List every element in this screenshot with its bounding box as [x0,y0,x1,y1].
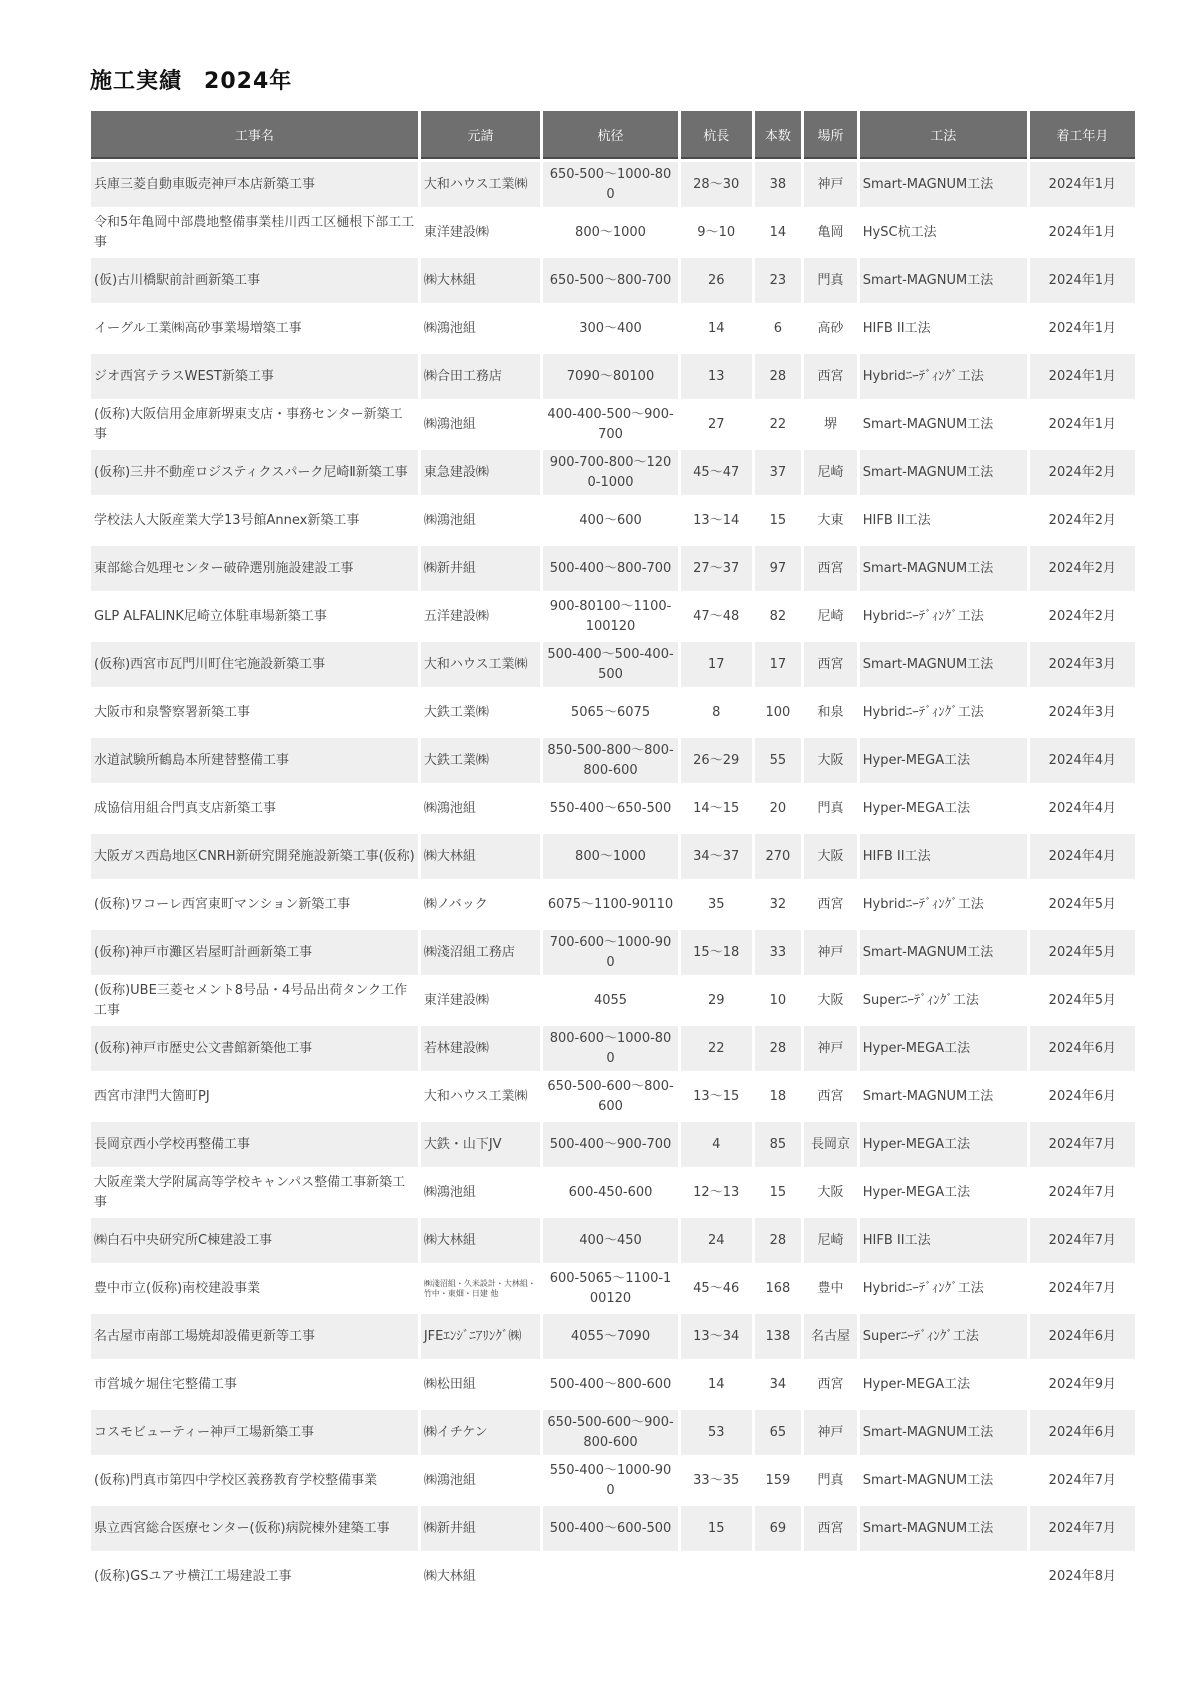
cell-diameter: 600-450-600 [543,1170,678,1215]
cell-name: 成協信用組合門真支店新築工事 [91,786,418,831]
cell-place: 門真 [804,786,857,831]
cell-place: 和泉 [804,690,857,735]
table-row [91,1314,1135,1359]
cell-method: Hyper-MEGA工法 [860,786,1027,831]
cell-contractor: ㈱新井組 [421,1506,540,1551]
cell-start: 2024年3月 [1030,690,1135,735]
table-row [91,306,1135,351]
table-row [91,834,1135,879]
cell-contractor: 東急建設㈱ [421,450,540,495]
cell-place: 大阪 [804,738,857,783]
cell-count: 65 [755,1410,802,1455]
cell-length: 13 [681,354,752,399]
cell-count: 138 [755,1314,802,1359]
table-row [91,1554,1135,1599]
cell-method: Hyper-MEGA工法 [860,1170,1027,1215]
cell-length: 22 [681,1026,752,1071]
cell-contractor: JFEｴﾝｼﾞﾆｱﾘﾝｸﾞ㈱ [421,1314,540,1359]
cell-length: 14 [681,306,752,351]
cell-method: Smart-MAGNUM工法 [860,930,1027,975]
cell-name: (仮称)神戸市灘区岩屋町計画新築工事 [91,930,418,975]
cell-place: 尼崎 [804,450,857,495]
header-name: 工事名 [91,111,418,159]
cell-start: 2024年4月 [1030,834,1135,879]
cell-start: 2024年1月 [1030,402,1135,447]
cell-place: 大東 [804,498,857,543]
cell-count: 270 [755,834,802,879]
cell-contractor: ㈱大林組 [421,258,540,303]
table-row [91,642,1135,687]
table-row [91,1266,1135,1311]
cell-length: 14～15 [681,786,752,831]
cell-diameter: 600-5065～1100-100120 [543,1266,678,1311]
cell-contractor: 東洋建設㈱ [421,978,540,1023]
cell-count: 23 [755,258,802,303]
cell-contractor: ㈱大林組 [421,834,540,879]
cell-name: 名古屋市南部工場焼却設備更新等工事 [91,1314,418,1359]
cell-start: 2024年6月 [1030,1074,1135,1119]
cell-start: 2024年6月 [1030,1314,1135,1359]
cell-length: 24 [681,1218,752,1263]
cell-place: 長岡京 [804,1122,857,1167]
cell-start: 2024年1月 [1030,258,1135,303]
cell-start: 2024年7月 [1030,1218,1135,1263]
cell-name: (仮称)ワコーレ西宮東町マンション新築工事 [91,882,418,927]
table-row [91,1074,1135,1119]
cell-contractor: ㈱ノバック [421,882,540,927]
table-row [91,594,1135,639]
cell-start: 2024年2月 [1030,450,1135,495]
cell-name: (仮称)GSユアサ横江工場建設工事 [91,1554,418,1599]
cell-place: 神戸 [804,930,857,975]
cell-name: 大阪ガス西島地区CNRH新研究開発施設新築工事(仮称) [91,834,418,879]
cell-length: 53 [681,1410,752,1455]
cell-diameter: 500-400～600-500 [543,1506,678,1551]
cell-count: 34 [755,1362,802,1407]
cell-place: 西宮 [804,1506,857,1551]
cell-start: 2024年3月 [1030,642,1135,687]
cell-place: 神戸 [804,162,857,207]
cell-length: 9～10 [681,210,752,255]
cell-start: 2024年1月 [1030,354,1135,399]
cell-method: Smart-MAGNUM工法 [860,1410,1027,1455]
cell-diameter: 850-500-800～800-800-600 [543,738,678,783]
cell-diameter: 300～400 [543,306,678,351]
cell-count: 32 [755,882,802,927]
cell-count: 85 [755,1122,802,1167]
cell-contractor: 若林建設㈱ [421,1026,540,1071]
cell-length: 4 [681,1122,752,1167]
cell-name: (仮称)大阪信用金庫新堺東支店・事務センター新築工事 [91,402,418,447]
cell-name: (仮称)三井不動産ロジスティクスパーク尼崎Ⅱ新築工事 [91,450,418,495]
cell-contractor: 五洋建設㈱ [421,594,540,639]
cell-contractor: 大和ハウス工業㈱ [421,642,540,687]
cell-contractor: ㈱鴻池組 [421,306,540,351]
cell-start: 2024年9月 [1030,1362,1135,1407]
cell-length: 27 [681,402,752,447]
cell-contractor: ㈱淺沼組工務店 [421,930,540,975]
cell-contractor: ㈱イチケン [421,1410,540,1455]
cell-contractor: ㈱大林組 [421,1554,540,1599]
table-row [91,930,1135,975]
cell-start: 2024年6月 [1030,1026,1135,1071]
cell-method: HySC杭工法 [860,210,1027,255]
cell-method: Hybridﾆｰﾃﾞｨﾝｸﾞ工法 [860,594,1027,639]
table-row [91,1410,1135,1455]
cell-method: Smart-MAGNUM工法 [860,546,1027,591]
cell-diameter: 700-600～1000-900 [543,930,678,975]
cell-length: 29 [681,978,752,1023]
cell-count: 10 [755,978,802,1023]
page-title [90,64,292,95]
cell-count: 55 [755,738,802,783]
cell-method: Hybridﾆｰﾃﾞｨﾝｸﾞ工法 [860,354,1027,399]
cell-place: 西宮 [804,546,857,591]
cell-method: Smart-MAGNUM工法 [860,258,1027,303]
cell-count: 15 [755,1170,802,1215]
cell-diameter: 7090～80100 [543,354,678,399]
header-place: 場所 [804,111,857,159]
table-row [91,786,1135,831]
table-row [91,1026,1135,1071]
title-year: 2024年 [204,69,293,94]
cell-count: 100 [755,690,802,735]
header-diameter: 杭径 [543,111,678,159]
cell-place: 尼崎 [804,594,857,639]
cell-diameter: 4055 [543,978,678,1023]
cell-length [681,1554,752,1599]
cell-length: 14 [681,1362,752,1407]
cell-name: 大阪産業大学附属高等学校キャンパス整備工事新築工事 [91,1170,418,1215]
table-row [91,402,1135,447]
cell-place: 神戸 [804,1410,857,1455]
cell-diameter: 800-600～1000-800 [543,1026,678,1071]
cell-start: 2024年8月 [1030,1554,1135,1599]
cell-start: 2024年2月 [1030,498,1135,543]
results-table [88,108,1138,1602]
table-row [91,690,1135,735]
cell-diameter: 400～450 [543,1218,678,1263]
table-row [91,1458,1135,1503]
cell-contractor: 大鉄工業㈱ [421,738,540,783]
cell-length: 35 [681,882,752,927]
cell-diameter: 400～600 [543,498,678,543]
cell-start: 2024年1月 [1030,210,1135,255]
cell-method: Smart-MAGNUM工法 [860,642,1027,687]
cell-method: Smart-MAGNUM工法 [860,1458,1027,1503]
cell-contractor: ㈱淺沼組・久米設計・大林組・竹中・東畑・日建 他 [421,1266,540,1311]
cell-place: 門真 [804,1458,857,1503]
table-row [91,1506,1135,1551]
cell-name: ジオ西宮テラスWEST新築工事 [91,354,418,399]
cell-diameter: 800～1000 [543,834,678,879]
cell-count: 17 [755,642,802,687]
cell-place [804,1554,857,1599]
cell-name: 兵庫三菱自動車販売神戸本店新築工事 [91,162,418,207]
header-count: 本数 [755,111,802,159]
cell-count: 38 [755,162,802,207]
cell-count: 28 [755,1218,802,1263]
cell-start: 2024年7月 [1030,1458,1135,1503]
cell-place: 西宮 [804,882,857,927]
cell-method: Hyper-MEGA工法 [860,1122,1027,1167]
cell-name: 県立西宮総合医療センター(仮称)病院棟外建築工事 [91,1506,418,1551]
cell-diameter: 400-400-500～900-700 [543,402,678,447]
cell-count: 15 [755,498,802,543]
cell-method: Hyper-MEGA工法 [860,738,1027,783]
cell-count: 20 [755,786,802,831]
header-row [91,111,1135,159]
cell-diameter: 650-500～800-700 [543,258,678,303]
cell-diameter: 6075～1100-90110 [543,882,678,927]
cell-length: 17 [681,642,752,687]
cell-method: Hyper-MEGA工法 [860,1026,1027,1071]
table-row [91,546,1135,591]
table-row [91,738,1135,783]
header-contractor: 元請 [421,111,540,159]
cell-method: HIFB II工法 [860,834,1027,879]
cell-method: Smart-MAGNUM工法 [860,402,1027,447]
cell-diameter: 650-500-600～800-600 [543,1074,678,1119]
cell-diameter: 500-400～900-700 [543,1122,678,1167]
cell-method: Superﾆｰﾃﾞｨﾝｸﾞ工法 [860,978,1027,1023]
cell-diameter [543,1554,678,1599]
cell-method: Hyper-MEGA工法 [860,1362,1027,1407]
cell-method: HIFB II工法 [860,306,1027,351]
cell-place: 大阪 [804,978,857,1023]
cell-length: 45～47 [681,450,752,495]
cell-name: 市営城ケ堀住宅整備工事 [91,1362,418,1407]
cell-name: 西宮市津門大箇町PJ [91,1074,418,1119]
cell-name: GLP ALFALINK尼崎立体駐車場新築工事 [91,594,418,639]
table-row [91,450,1135,495]
cell-method: Hybridﾆｰﾃﾞｨﾝｸﾞ工法 [860,882,1027,927]
cell-name: 東部総合処理センター破砕選別施設建設工事 [91,546,418,591]
cell-place: 大阪 [804,1170,857,1215]
cell-name: 学校法人大阪産業大学13号館Annex新築工事 [91,498,418,543]
title-text: 施工実績 [90,69,183,94]
cell-diameter: 900-700-800～1200-1000 [543,450,678,495]
cell-length: 26 [681,258,752,303]
cell-contractor: ㈱合田工務店 [421,354,540,399]
table-row [91,258,1135,303]
cell-name: 令和5年亀岡中部農地整備事業桂川西工区樋根下部工工事 [91,210,418,255]
cell-name: イーグル工業㈱高砂事業場増築工事 [91,306,418,351]
cell-count: 97 [755,546,802,591]
cell-count: 22 [755,402,802,447]
cell-contractor: 東洋建設㈱ [421,210,540,255]
table-row [91,1218,1135,1263]
cell-start: 2024年7月 [1030,1170,1135,1215]
table-row [91,1122,1135,1167]
cell-count: 37 [755,450,802,495]
table-row [91,210,1135,255]
cell-name: (仮称)UBE三菱セメント8号品・4号品出荷タンク工作工事 [91,978,418,1023]
cell-name: (仮称)神戸市歴史公文書館新築他工事 [91,1026,418,1071]
cell-method [860,1554,1027,1599]
cell-place: 堺 [804,402,857,447]
cell-length: 28～30 [681,162,752,207]
table-row [91,882,1135,927]
table-row [91,498,1135,543]
cell-diameter: 650-500-600～900-800-600 [543,1410,678,1455]
cell-start: 2024年1月 [1030,162,1135,207]
cell-method: Smart-MAGNUM工法 [860,1506,1027,1551]
cell-count: 82 [755,594,802,639]
cell-name: 豊中市立(仮称)南校建設事業 [91,1266,418,1311]
cell-name: (仮称)西宮市瓦門川町住宅施設新築工事 [91,642,418,687]
cell-length: 8 [681,690,752,735]
cell-diameter: 800～1000 [543,210,678,255]
cell-diameter: 500-400～800-600 [543,1362,678,1407]
cell-start: 2024年4月 [1030,786,1135,831]
cell-length: 47～48 [681,594,752,639]
cell-length: 13～14 [681,498,752,543]
cell-contractor: ㈱鴻池組 [421,1458,540,1503]
cell-start: 2024年4月 [1030,738,1135,783]
cell-place: 門真 [804,258,857,303]
cell-contractor: ㈱鴻池組 [421,786,540,831]
cell-count: 6 [755,306,802,351]
cell-place: 神戸 [804,1026,857,1071]
cell-count: 168 [755,1266,802,1311]
header-length: 杭長 [681,111,752,159]
cell-method: Smart-MAGNUM工法 [860,1074,1027,1119]
cell-length: 45～46 [681,1266,752,1311]
cell-name: (仮称)門真市第四中学校区義務教育学校整備事業 [91,1458,418,1503]
cell-count: 33 [755,930,802,975]
cell-place: 豊中 [804,1266,857,1311]
cell-name: 長岡京西小学校再整備工事 [91,1122,418,1167]
cell-name: 水道試験所鶴島本所建替整備工事 [91,738,418,783]
cell-length: 12～13 [681,1170,752,1215]
cell-diameter: 500-400～500-400-500 [543,642,678,687]
cell-place: 西宮 [804,1074,857,1119]
cell-start: 2024年5月 [1030,930,1135,975]
cell-place: 高砂 [804,306,857,351]
cell-length: 15 [681,1506,752,1551]
cell-count: 28 [755,1026,802,1071]
cell-start: 2024年2月 [1030,594,1135,639]
cell-contractor: 大鉄工業㈱ [421,690,540,735]
cell-count: 18 [755,1074,802,1119]
cell-method: Hybridﾆｰﾃﾞｨﾝｸﾞ工法 [860,1266,1027,1311]
cell-method: HIFB II工法 [860,1218,1027,1263]
cell-name: ㈱白石中央研究所C棟建設工事 [91,1218,418,1263]
cell-diameter: 500-400～800-700 [543,546,678,591]
cell-count: 159 [755,1458,802,1503]
cell-diameter: 550-400～650-500 [543,786,678,831]
cell-count: 28 [755,354,802,399]
cell-length: 13～34 [681,1314,752,1359]
cell-start: 2024年5月 [1030,978,1135,1023]
cell-contractor: ㈱大林組 [421,1218,540,1263]
cell-start: 2024年5月 [1030,882,1135,927]
table-row [91,978,1135,1023]
table-row [91,1170,1135,1215]
cell-place: 尼崎 [804,1218,857,1263]
cell-contractor: 大和ハウス工業㈱ [421,1074,540,1119]
cell-place: 西宮 [804,642,857,687]
cell-count [755,1554,802,1599]
cell-diameter: 650-500～1000-800 [543,162,678,207]
cell-length: 26～29 [681,738,752,783]
cell-start: 2024年6月 [1030,1410,1135,1455]
cell-contractor: ㈱鴻池組 [421,498,540,543]
cell-contractor: ㈱新井組 [421,546,540,591]
header-start: 着工年月 [1030,111,1135,159]
cell-method: Superﾆｰﾃﾞｨﾝｸﾞ工法 [860,1314,1027,1359]
cell-place: 大阪 [804,834,857,879]
cell-start: 2024年2月 [1030,546,1135,591]
cell-method: HIFB II工法 [860,498,1027,543]
cell-name: (仮)古川橋駅前計画新築工事 [91,258,418,303]
cell-place: 西宮 [804,1362,857,1407]
cell-contractor: ㈱松田組 [421,1362,540,1407]
header-method: 工法 [860,111,1027,159]
cell-start: 2024年1月 [1030,306,1135,351]
cell-place: 西宮 [804,354,857,399]
cell-place: 亀岡 [804,210,857,255]
cell-start: 2024年7月 [1030,1122,1135,1167]
cell-count: 69 [755,1506,802,1551]
table-body [91,162,1135,1599]
cell-length: 27～37 [681,546,752,591]
cell-count: 14 [755,210,802,255]
table-row [91,354,1135,399]
cell-contractor: ㈱鴻池組 [421,402,540,447]
cell-contractor: ㈱鴻池組 [421,1170,540,1215]
cell-start: 2024年7月 [1030,1266,1135,1311]
cell-length: 13～15 [681,1074,752,1119]
cell-length: 15～18 [681,930,752,975]
cell-length: 33～35 [681,1458,752,1503]
cell-diameter: 900-80100～1100-100120 [543,594,678,639]
cell-place: 名古屋 [804,1314,857,1359]
cell-name: 大阪市和泉警察署新築工事 [91,690,418,735]
table-row [91,162,1135,207]
table-row [91,1362,1135,1407]
cell-name: コスモビューティー神戸工場新築工事 [91,1410,418,1455]
cell-diameter: 4055～7090 [543,1314,678,1359]
cell-contractor: 大和ハウス工業㈱ [421,162,540,207]
cell-method: Smart-MAGNUM工法 [860,162,1027,207]
cell-diameter: 5065～6075 [543,690,678,735]
cell-method: Smart-MAGNUM工法 [860,450,1027,495]
cell-start: 2024年7月 [1030,1506,1135,1551]
cell-diameter: 550-400～1000-900 [543,1458,678,1503]
cell-method: Hybridﾆｰﾃﾞｨﾝｸﾞ工法 [860,690,1027,735]
cell-length: 34～37 [681,834,752,879]
cell-contractor: 大鉄・山下JV [421,1122,540,1167]
